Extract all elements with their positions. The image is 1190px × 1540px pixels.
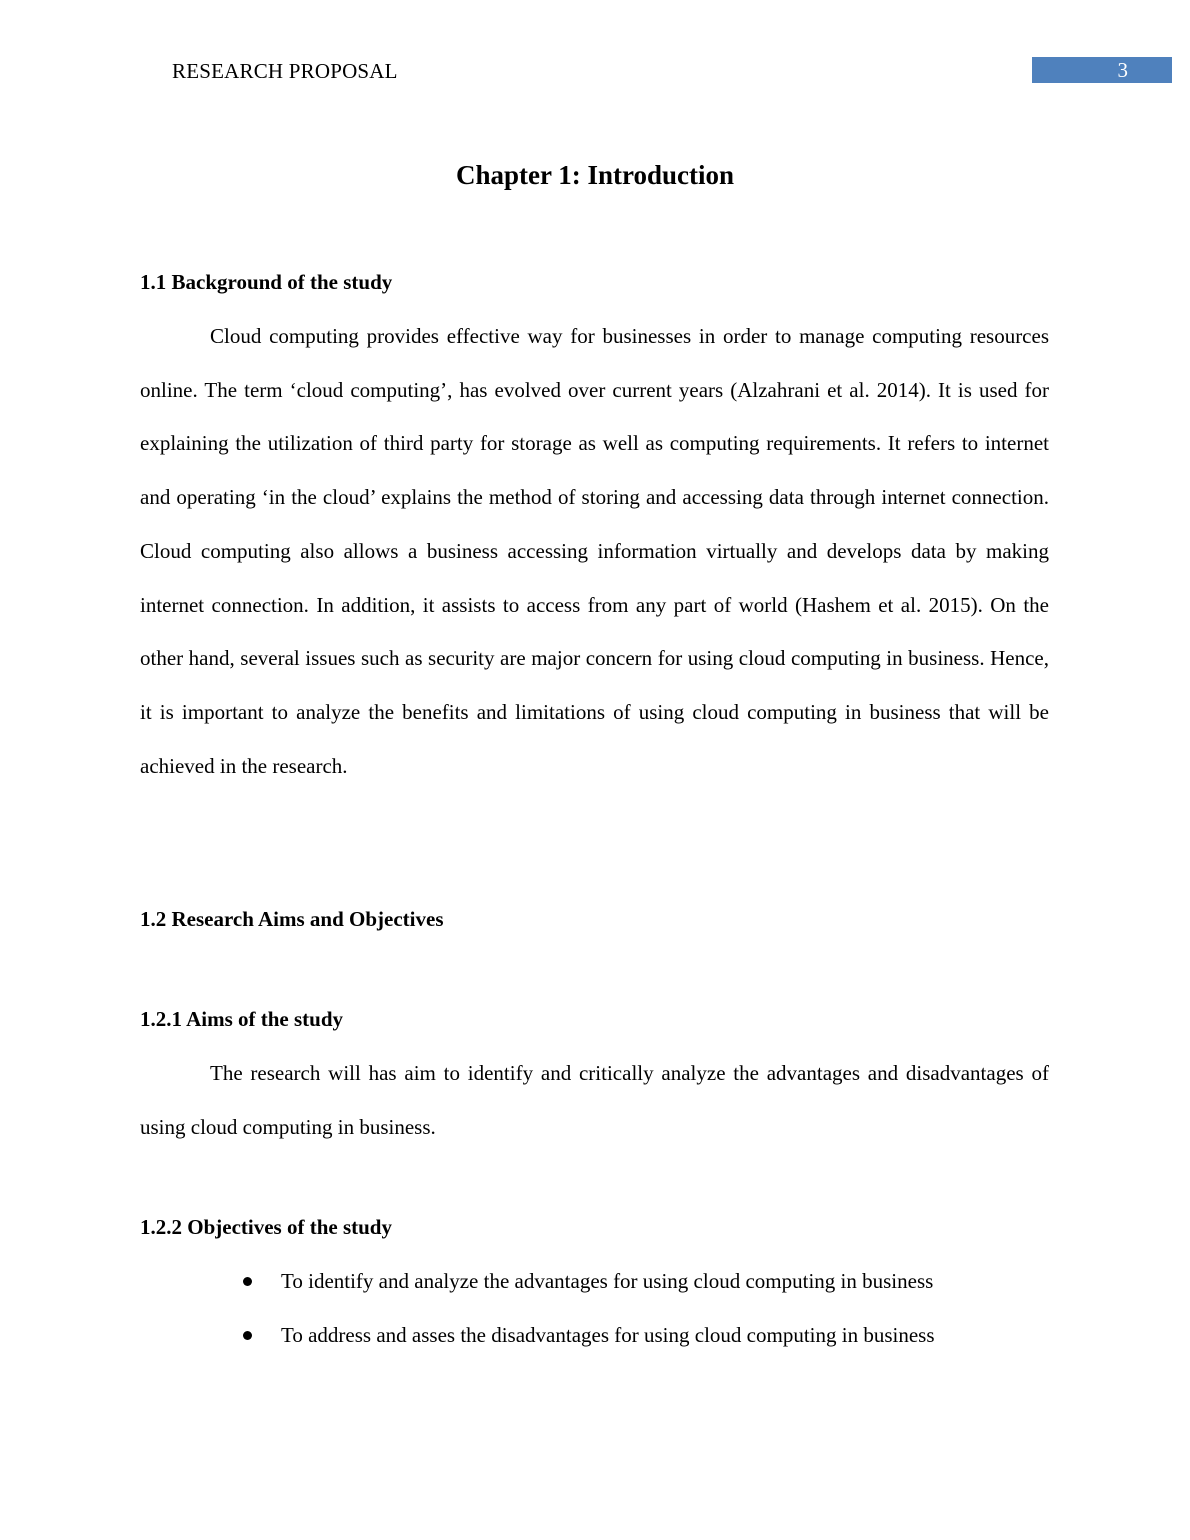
list-item	[0, 1321, 1190, 1351]
aims-paragraph: The research will has aim to identify and critically analyze the advantages and disadvantages of using cloud computing in business.	[140, 1061, 1049, 1139]
section-heading-aims-objectives: 1.2 Research Aims and Objectives	[140, 907, 444, 931]
chapter-title: Chapter 1: Introduction	[455, 160, 735, 190]
section-heading-background: 1.1 Background of the study	[140, 270, 393, 294]
bullet-icon	[243, 1277, 252, 1286]
objective-text: To address and asses the disadvantages for using cloud computing in business	[281, 1323, 935, 1347]
list-item	[0, 1267, 1190, 1297]
background-paragraph: Cloud computing provides effective way for businesses in order to manage computing resources online. The term ‘cloud computing’, has evolved over current years (Alzahrani et al. 2014). It is used for explaining the utilization of third party for storage as well as computing requirements. It refers to internet and operating ‘in the cloud’ explains the method of storing and accessing data through internet connection. Cloud computing also allows a business accessing information virtually and develops data by making internet connection. In addition, it assists to access from any part of world (Hashem et al. 2015). On the other hand, several issues such as security are major concern for using cloud computing in business. Hence, it is important to analyze the benefits and limitations of using cloud computing in business that will be achieved in the research.	[140, 324, 1049, 778]
objective-text: To identify and analyze the advantages for using cloud computing in business	[281, 1269, 934, 1293]
bullet-icon	[243, 1331, 252, 1340]
section-heading-aims: 1.2.1 Aims of the study	[140, 1007, 344, 1031]
page-number-box	[1032, 57, 1172, 83]
section-heading-objectives: 1.2.2 Objectives of the study	[140, 1215, 392, 1239]
page-number: 3	[1117, 58, 1128, 82]
running-head: RESEARCH PROPOSAL	[172, 59, 398, 83]
